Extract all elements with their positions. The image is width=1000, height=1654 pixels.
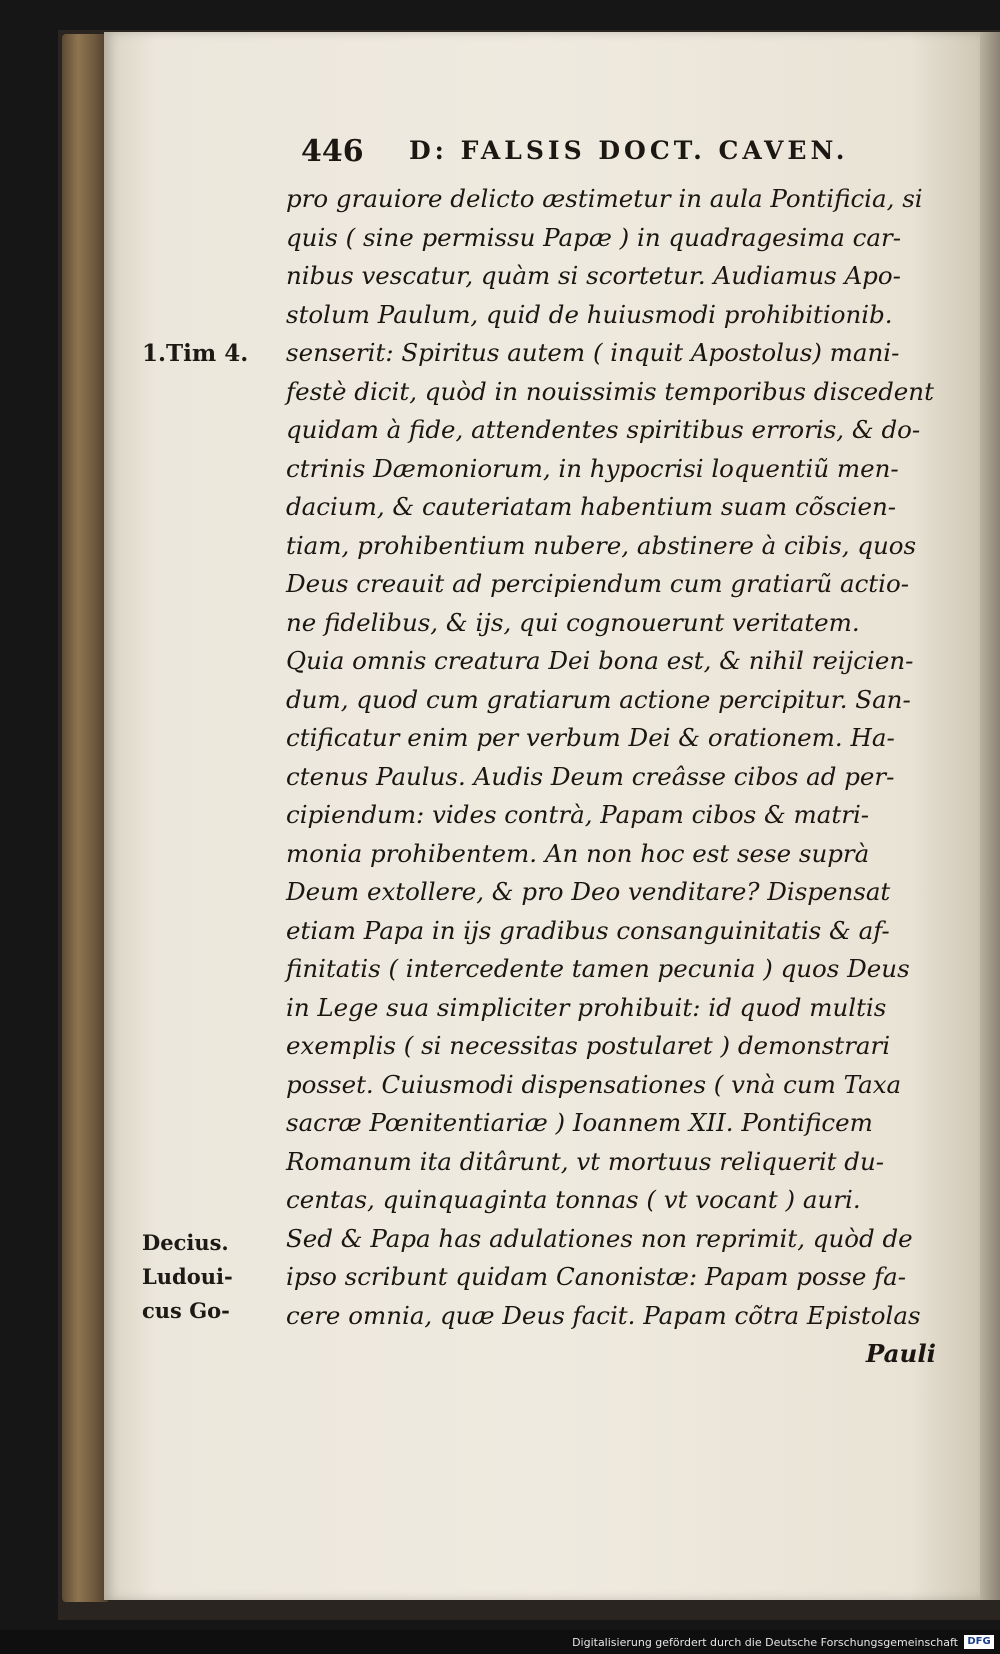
text-line: tiam, prohibentium nubere, abstinere à cibis, quos xyxy=(286,530,917,560)
dfg-logo-icon: DFG xyxy=(964,1635,994,1649)
text-line: cere omnia, quæ Deus facit. Papam cõtra Epistolas xyxy=(286,1300,921,1330)
text-line: quidam à fide, attendentes spiritibus erroris, & do- xyxy=(286,415,921,444)
text-line: dacium, & cauteriatam habentium suam cõscien- xyxy=(286,492,897,521)
text-line: stolum Paulum, quid de huiusmodi prohibitionib. xyxy=(286,299,893,329)
text-line: ctificatur enim per verbum Dei & orationem. Ha- xyxy=(286,723,895,752)
text-line: Quia omnis creatura Dei bona est, & nihil reijcien- xyxy=(286,646,914,675)
page-edge-strip xyxy=(980,32,1000,1600)
catchword: Pauli xyxy=(865,1339,936,1368)
text-line: dum, quod cum gratiarum actione percipitur. San- xyxy=(286,684,911,714)
text-line: quis ( sine permissu Papæ ) in quadragesima car- xyxy=(286,222,902,252)
text-line: senserit: Spiritus autem ( inquit Apostolus) mani- xyxy=(286,338,900,367)
page-header xyxy=(301,130,921,176)
text-line: exemplis ( si necessitas postularet ) demonstrari xyxy=(286,1031,891,1060)
text-line: ne fidelibus, & ijs, qui cognouerunt veritatem. xyxy=(286,607,860,637)
text-line: cipiendum: vides contrà, Papam cibos & matri- xyxy=(286,800,870,829)
text-line: in Lege sua simpliciter prohibuit: id quod multis xyxy=(286,992,887,1022)
margin-note-author-line: Decius. xyxy=(142,1230,229,1255)
text-line: festè dicit, quòd in nouissimis temporibus discedent xyxy=(286,376,934,406)
text-line: Deum extollere, & pro Deo venditare? Dispensat xyxy=(286,877,891,906)
text-line: pro grauiore delicto æstimetur in aula Pontificia, si xyxy=(286,184,923,213)
text-line: finitatis ( intercedente tamen pecunia ) quos Deus xyxy=(286,954,910,983)
funding-credit: Digitalisierung gefördert durch die Deutsche Forschungsgemeinschaft xyxy=(572,1636,958,1649)
text-line: Romanum ita ditârunt, vt mortuus reliquerit du- xyxy=(286,1146,885,1176)
running-title: D: FALSIS DOCT. CAVEN. xyxy=(409,136,849,165)
text-line: Deus creauit ad percipiendum cum gratiarũ actio- xyxy=(286,569,910,598)
text-line: centas, quinquaginta tonnas ( vt vocant ) auri. xyxy=(286,1185,861,1214)
text-line: ipso scribunt quidam Canonistæ: Papam posse fa- xyxy=(286,1262,907,1291)
body-text xyxy=(286,180,936,1374)
margin-note-author-line: Ludoui- xyxy=(142,1264,233,1289)
text-line: ctrinis Dæmoniorum, in hypocrisi loquentiũ men- xyxy=(286,453,899,483)
text-line: monia prohibentem. An non hoc est sese suprà xyxy=(286,838,870,868)
text-line: sacræ Pœnitentiariæ ) Ioannem XII. Pontificem xyxy=(286,1108,873,1137)
text-line: Sed & Papa has adulationes non reprimit, quòd de xyxy=(286,1223,913,1253)
margin-note-author xyxy=(142,1226,233,1328)
text-line: ctenus Paulus. Audis Deum creâsse cibos ad per- xyxy=(286,761,895,791)
text-line: nibus vescatur, quàm si scortetur. Audiamus Apo- xyxy=(286,261,901,290)
margin-note-reference: 1.Tim 4. xyxy=(142,340,249,367)
book-cover-edge xyxy=(62,34,108,1602)
page-number: 446 xyxy=(301,134,364,169)
text-line: posset. Cuiusmodi dispensationes ( vnà cum Taxa xyxy=(286,1069,902,1099)
text-line: etiam Papa in ijs gradibus consanguinitatis & af- xyxy=(286,915,890,945)
margin-note-author-line: cus Go- xyxy=(142,1298,230,1323)
